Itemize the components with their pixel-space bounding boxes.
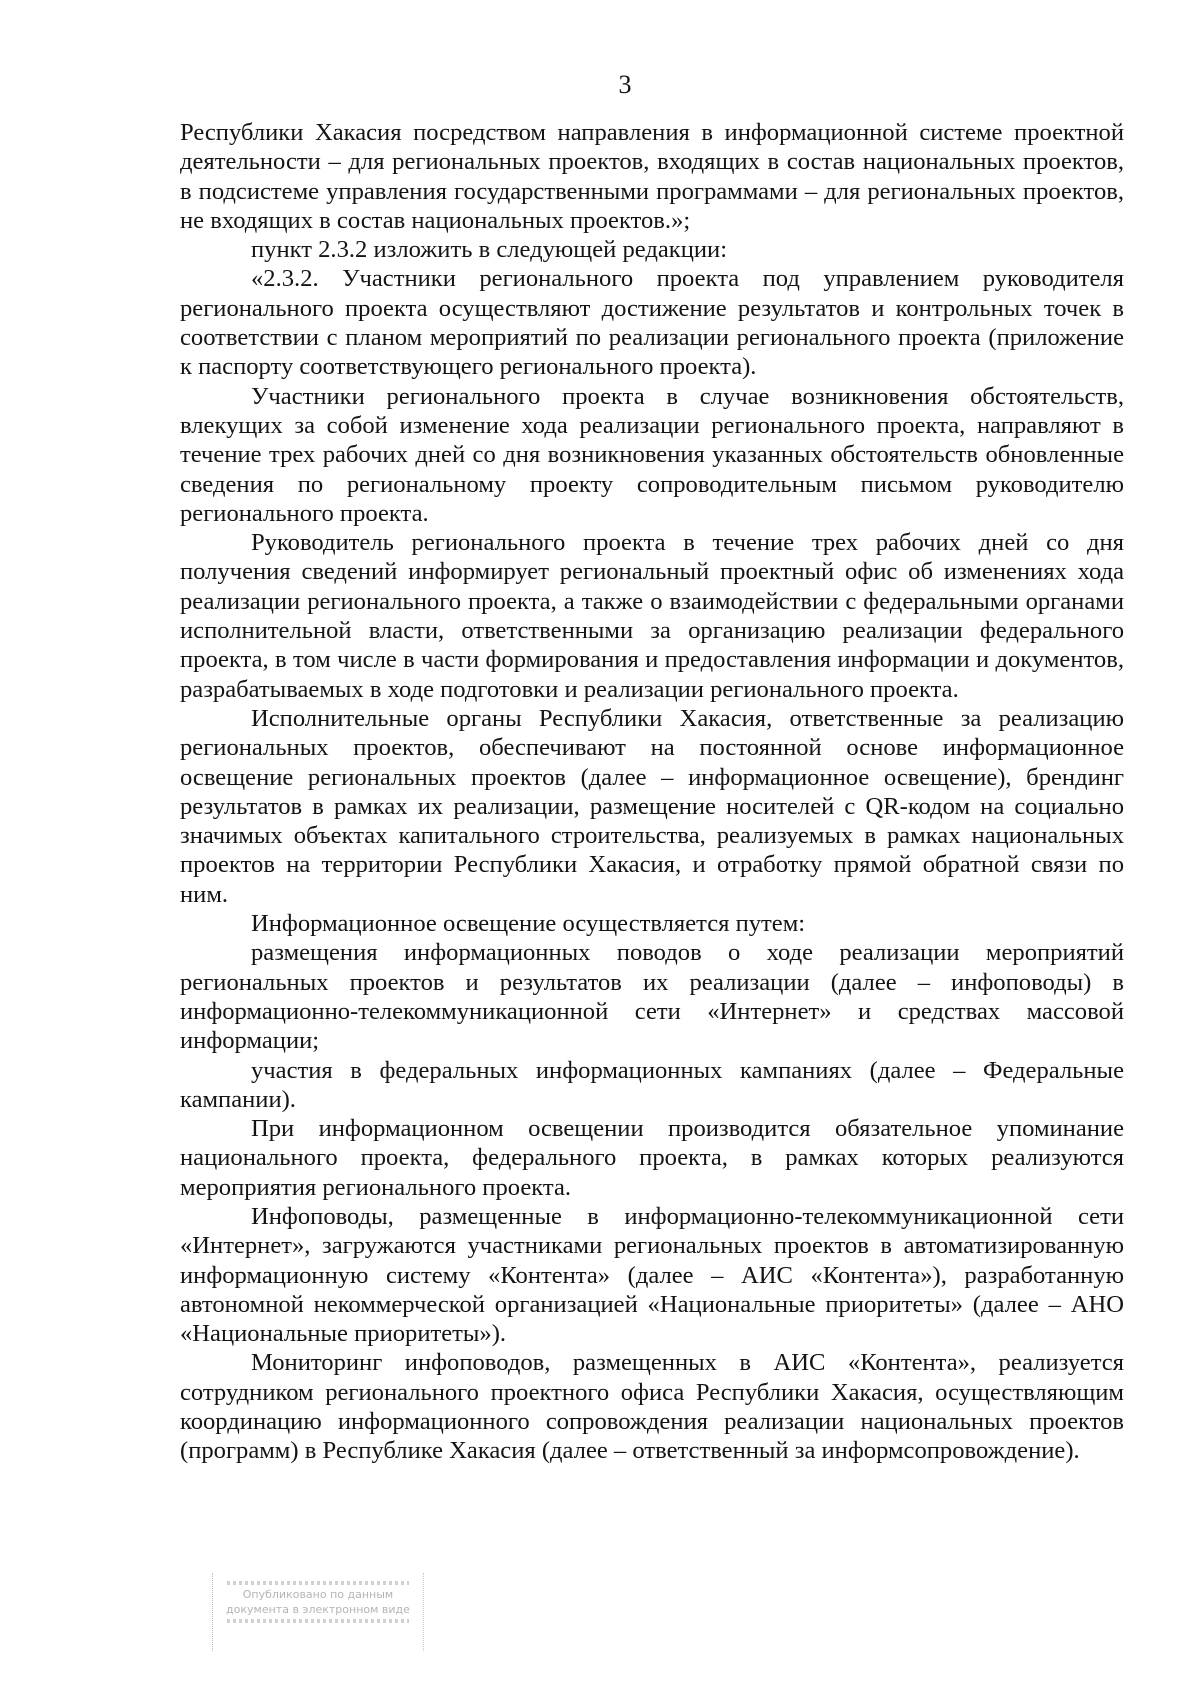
paragraph-executive-bodies: Исполнительные органы Республики Хакасия, ответственные за реализацию региональных проектов, обеспечивают на постоянной основе информационное освещение региональных проектов (далее – информационное освещение), брендинг результатов в рамках их реализации, размещение носителей с QR-кодом на социально значимых объектах капитального строительства, реализуемых в рамках национальных проектов на территории Республики Хакасия, и отработку прямой обратной связи по ним. xyxy=(180,704,1124,908)
paragraph-info-coverage-ways: Информационное освещение осуществляется путем: xyxy=(251,910,806,938)
stamp-decoration xyxy=(227,1619,409,1623)
paragraph-continuation: Республики Хакасия посредством направления в информационной системе проектной деятельности – для региональных проектов, входящих в состав национальных проектов, в подсистеме управления государственными программами – для региональных проектов, не входящих в состав национальных проектов.»; xyxy=(180,119,1124,234)
stamp-line: Опубликовано по данным xyxy=(242,1588,394,1601)
paragraph-participants: Участники регионального проекта в случае возникновения обстоятельств, влекущих за собой изменение хода реализации регионального проекта, направляют в течение трех рабочих дней со дня возникновения указанных обстоятельств обновленные сведения по региональному проекту сопроводительным письмом руководителю регионального проекта. xyxy=(180,382,1124,527)
paragraph-2-3-2: «2.3.2. Участники регионального проекта под управлением руководителя регионального проекта осуществляют достижение результатов и контрольных точек в соответствии с планом мероприятий по реализации регионального проекта (приложение к паспорту соответствующего регионального проекта). xyxy=(180,265,1124,381)
paragraph-project-head: Руководитель регионального проекта в течение трех рабочих дней со дня получения сведений информирует региональный проектный офис об изменениях хода реализации регионального проекта, а также о взаимодействии с федеральными органами исполнительной власти, ответственными за организацию реализации федерального проекта, в том числе в части формирования и предоставления информации и документов, разрабатываемых в ходе подготовки и реализации регионального проекта. xyxy=(180,529,1124,703)
paragraph-amendment-instruction: пункт 2.3.2 изложить в следующей редакции: xyxy=(251,236,728,264)
paragraph-info-occasions: размещения информационных поводов о ходе реализации мероприятий региональных проектов и результатов их реализации (далее – инфоповоды) в информационно-телекоммуникационной сети «Интернет» и средствах массовой информации; xyxy=(180,939,1124,1055)
paragraph-content-system: Инфоповоды, размещенные в информационно-телекоммуникационной сети «Интернет», загружаются участниками региональных проектов в автоматизированную информационную систему «Контента» (далее – АИС «Контента»), разработанную автономной некоммерческой организацией «Национальные приоритеты» (далее – АНО «Национальные приоритеты»). xyxy=(180,1202,1124,1348)
publication-stamp xyxy=(212,1573,424,1651)
paragraph-monitoring: Мониторинг инфоповодов, размещенных в АИС «Контента», реализуется сотрудником регионального проектного офиса Республики Хакасия, осуществляющим координацию информационного сопровождения реализации национальных проектов (программ) в Республике Хакасия (далее – ответственный за информсопровождение). xyxy=(180,1349,1124,1465)
stamp-line: документа в электронном виде xyxy=(226,1603,410,1616)
page-number: 3 xyxy=(618,70,632,99)
paragraph-mandatory-mention: При информационном освещении производится обязательное упоминание национального проекта, федерального проекта, в рамках которых реализуются мероприятия регионального проекта. xyxy=(180,1115,1124,1201)
paragraph-federal-campaigns: участия в федеральных информационных кампаниях (далее – Федеральные кампании). xyxy=(180,1056,1124,1113)
stamp-decoration xyxy=(227,1581,409,1585)
document-body xyxy=(180,118,1124,1466)
